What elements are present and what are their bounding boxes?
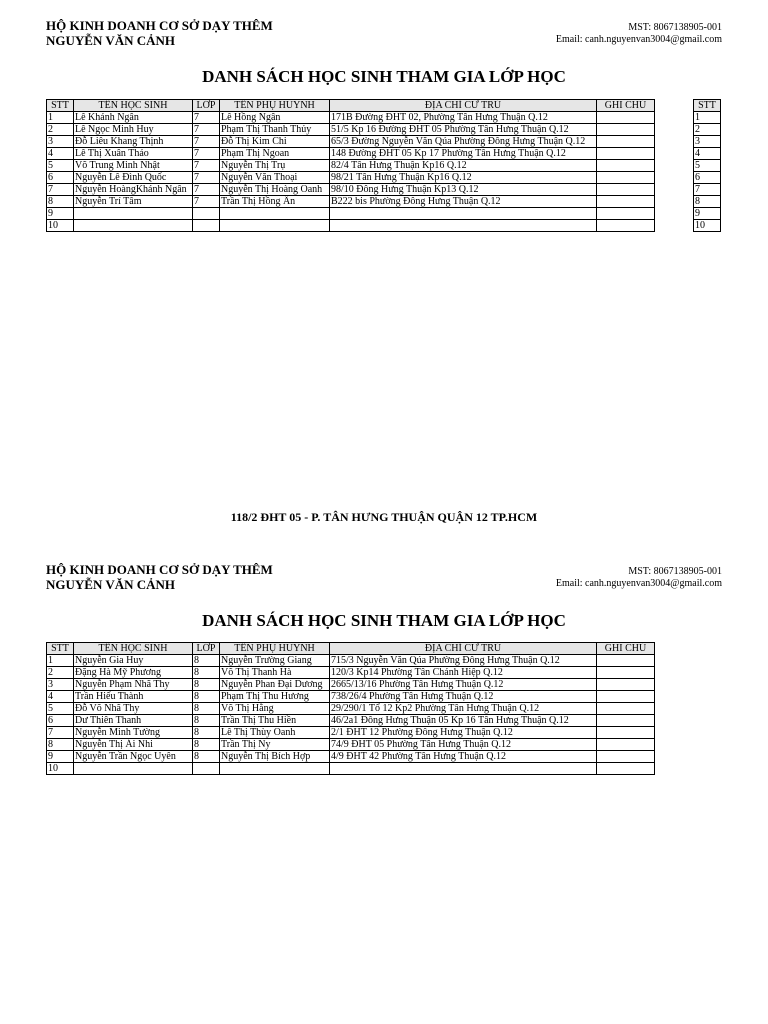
cell-address: 29/290/1 Tổ 12 Kp2 Phường Tân Hưng Thuận Q.12 [330, 703, 597, 715]
cell-grade [193, 208, 220, 220]
cell-stt: 1 [47, 655, 74, 667]
cell-stt: 1 [47, 112, 74, 124]
cell-grade: 7 [193, 160, 220, 172]
cell-address [330, 763, 597, 775]
header-student-name: TÊN HỌC SINH [74, 100, 193, 112]
table-row [47, 148, 655, 160]
org-line-1: HỘ KINH DOANH CƠ SỞ DẠY THÊM [46, 562, 273, 577]
table-body [47, 655, 655, 775]
cell-stt: 8 [47, 196, 74, 208]
cell-parent-name: Nguyễn Thị Bích Hợp [220, 751, 330, 763]
cell-student-name: Nguyễn Lê Đình Quốc [74, 172, 193, 184]
cell-note [597, 172, 655, 184]
table-row [47, 196, 655, 208]
cell-address: 120/3 Kp14 Phường Tân Chánh Hiệp Q.12 [330, 667, 597, 679]
cell-student-name [74, 220, 193, 232]
table-row [47, 715, 655, 727]
header-note: GHI CHÚ [597, 643, 655, 655]
tax-id: MST: 8067138905-001 [628, 566, 722, 577]
table-row [47, 184, 655, 196]
cell-student-name: Nguyễn Phạm Nhã Thy [74, 679, 193, 691]
header-grade: LỚP [193, 100, 220, 112]
cell-address: 738/26/4 Phường Tân Hưng Thuận Q.12 [330, 691, 597, 703]
cell-grade: 8 [193, 751, 220, 763]
email: Email: canh.nguyenvan3004@gmail.com [555, 34, 722, 45]
table-row [47, 124, 655, 136]
cell-parent-name: Phạm Thị Thanh Thủy [220, 124, 330, 136]
tax-id: MST: 8067138905-001 [628, 22, 722, 33]
cell-parent-name: Trần Thị Hồng Ân [220, 196, 330, 208]
cell-note [597, 679, 655, 691]
cell-parent-name: Nguyễn Thị Hoàng Oanh [220, 184, 330, 196]
table-row [47, 703, 655, 715]
cell-address: 171B Đường ĐHT 02, Phường Tân Hưng Thuận Q.12 [330, 112, 597, 124]
table-row [694, 148, 721, 160]
org-line-1: HỘ KINH DOANH CƠ SỞ DẠY THÊM [46, 18, 273, 33]
cell-parent-name: Nguyễn Văn Thoại [220, 172, 330, 184]
cell-parent-name: Võ Thị Hằng [220, 703, 330, 715]
side-stt-body [694, 112, 721, 232]
cell-grade [193, 763, 220, 775]
cell-stt: 3 [47, 679, 74, 691]
cell-student-name: Nguyễn Gia Huy [74, 655, 193, 667]
cell-note [597, 751, 655, 763]
cell-grade: 8 [193, 679, 220, 691]
header-address: ĐỊA CHỈ CƯ TRÚ [330, 100, 597, 112]
table-row [694, 112, 721, 124]
table-row [47, 751, 655, 763]
cell-stt: 4 [47, 691, 74, 703]
cell-note [597, 196, 655, 208]
cell-student-name [74, 208, 193, 220]
table-row [47, 727, 655, 739]
cell-address [330, 208, 597, 220]
cell-address: 74/9 ĐHT 05 Phường Tân Hưng Thuận Q.12 [330, 739, 597, 751]
cell-student-name: Võ Trung Minh Nhật [74, 160, 193, 172]
footer-address: 118/2 ĐHT 05 - P. TÂN HƯNG THUẬN QUẬN 12 TP.HCM [230, 510, 538, 524]
cell-grade: 7 [193, 196, 220, 208]
header-parent-name: TÊN PHỤ HUYNH [220, 643, 330, 655]
cell-address: 148 Đường ĐHT 05 Kp 17 Phường Tân Hưng Thuận Q.12 [330, 148, 597, 160]
cell-stt: 6 [47, 172, 74, 184]
cell-address: 4/9 ĐHT 42 Phường Tân Hưng Thuận Q.12 [330, 751, 597, 763]
cell-grade: 8 [193, 715, 220, 727]
org-line-2: NGUYỄN VĂN CẢNH [46, 33, 176, 48]
cell-grade: 7 [193, 112, 220, 124]
cell-address: 65/3 Đường Nguyễn Văn Qúa Phường Đông Hưng Thuận Q.12 [330, 136, 597, 148]
cell-note [597, 184, 655, 196]
header-note: GHI CHÚ [597, 100, 655, 112]
table-row [47, 763, 655, 775]
cell-note [597, 763, 655, 775]
table-row [47, 691, 655, 703]
cell-parent-name: Nguyễn Phan Đại Dương [220, 679, 330, 691]
table-row [694, 208, 721, 220]
contact-block-2 [556, 566, 722, 590]
table-row [47, 655, 655, 667]
cell-stt: 6 [694, 172, 721, 184]
cell-stt: 10 [47, 220, 74, 232]
cell-stt: 9 [47, 208, 74, 220]
cell-parent-name: Lê Thị Thùy Oanh [220, 727, 330, 739]
cell-note [597, 160, 655, 172]
cell-note [597, 727, 655, 739]
cell-note [597, 715, 655, 727]
cell-parent-name: Võ Thị Thanh Hà [220, 667, 330, 679]
cell-address: 98/10 Đông Hưng Thuận Kp13 Q.12 [330, 184, 597, 196]
cell-parent-name: Nguyễn Thị Trụ [220, 160, 330, 172]
cell-student-name: Lê Thị Xuân Thảo [74, 148, 193, 160]
cell-note [597, 112, 655, 124]
cell-parent-name: Phạm Thị Thu Hương [220, 691, 330, 703]
cell-address: 46/2a1 Đông Hưng Thuận 05 Kp 16 Tân Hưng Thuận Q.12 [330, 715, 597, 727]
cell-address: 82/4 Tân Hưng Thuận Kp16 Q.12 [330, 160, 597, 172]
header-student-name: TÊN HỌC SINH [74, 643, 193, 655]
cell-student-name: Nguyễn Trí Tâm [74, 196, 193, 208]
cell-address [330, 220, 597, 232]
cell-student-name [74, 763, 193, 775]
cell-student-name: Đỗ Võ Nhã Thy [74, 703, 193, 715]
document-title: DANH SÁCH HỌC SINH THAM GIA LỚP HỌC [202, 67, 566, 86]
cell-note [597, 220, 655, 232]
table-body [47, 112, 655, 232]
cell-stt: 9 [47, 751, 74, 763]
table-row [694, 196, 721, 208]
cell-parent-name [220, 220, 330, 232]
table-row [694, 220, 721, 232]
cell-stt: 2 [47, 667, 74, 679]
email: Email: canh.nguyenvan3004@gmail.com [555, 578, 722, 589]
cell-stt: 10 [47, 763, 74, 775]
table-row [47, 208, 655, 220]
cell-note [597, 739, 655, 751]
cell-stt: 7 [47, 184, 74, 196]
cell-grade: 8 [193, 667, 220, 679]
cell-grade: 8 [193, 655, 220, 667]
org-name-block-2 [46, 562, 273, 592]
cell-stt: 2 [47, 124, 74, 136]
cell-student-name: Nguyễn HoàngKhánh Ngân [74, 184, 193, 196]
cell-parent-name: Nguyễn Trường Giang [220, 655, 330, 667]
contact-block [556, 22, 722, 46]
cell-student-name: Dư Thiên Thanh [74, 715, 193, 727]
cell-stt: 5 [47, 160, 74, 172]
cell-student-name: Trần Hiếu Thành [74, 691, 193, 703]
table-row [47, 172, 655, 184]
table-row [47, 112, 655, 124]
cell-parent-name: Phạm Thị Ngoan [220, 148, 330, 160]
cell-parent-name: Lê Hồng Ngân [220, 112, 330, 124]
table-row [47, 739, 655, 751]
cell-note [597, 208, 655, 220]
org-name-block [46, 18, 273, 48]
cell-address: 715/3 Nguyễn Văn Qúa Phường Đông Hưng Thuận Q.12 [330, 655, 597, 667]
cell-student-name: Đỗ Liêu Khang Thịnh [74, 136, 193, 148]
cell-address: B222 bis Phường Đông Hưng Thuận Q.12 [330, 196, 597, 208]
cell-address: 51/5 Kp 16 Đường ĐHT 05 Phường Tân Hưng Thuận Q.12 [330, 124, 597, 136]
table-row [694, 124, 721, 136]
cell-parent-name: Trần Thị Ny [220, 739, 330, 751]
cell-parent-name [220, 208, 330, 220]
cell-note [597, 667, 655, 679]
cell-address: 2665/13/16 Phường Tân Hưng Thuận Q.12 [330, 679, 597, 691]
cell-stt: 7 [694, 184, 721, 196]
cell-student-name: Lê Khánh Ngân [74, 112, 193, 124]
cell-note [597, 136, 655, 148]
cell-stt: 2 [694, 124, 721, 136]
cell-note [597, 691, 655, 703]
cell-stt: 6 [47, 715, 74, 727]
cell-stt: 10 [694, 220, 721, 232]
cell-grade [193, 220, 220, 232]
cell-stt: 4 [694, 148, 721, 160]
document-title-2: DANH SÁCH HỌC SINH THAM GIA LỚP HỌC [202, 611, 566, 630]
cell-address: 2/1 ĐHT 12 Phường Đông Hưng Thuận Q.12 [330, 727, 597, 739]
cell-note [597, 124, 655, 136]
side-stt-table [693, 99, 721, 232]
table-row [47, 220, 655, 232]
header-address: ĐỊA CHỈ CƯ TRÚ [330, 643, 597, 655]
cell-stt: 3 [694, 136, 721, 148]
table-row [47, 160, 655, 172]
cell-parent-name: Trần Thị Thu Hiền [220, 715, 330, 727]
cell-grade: 8 [193, 691, 220, 703]
cell-stt: 4 [47, 148, 74, 160]
cell-grade: 8 [193, 703, 220, 715]
table-header-row [47, 100, 655, 112]
cell-student-name: Lê Ngọc Minh Huy [74, 124, 193, 136]
cell-grade: 7 [193, 184, 220, 196]
cell-grade: 7 [193, 148, 220, 160]
cell-stt: 8 [47, 739, 74, 751]
cell-stt: 5 [47, 703, 74, 715]
cell-student-name: Nguyễn Trần Ngọc Uyên [74, 751, 193, 763]
cell-note [597, 655, 655, 667]
student-table-1 [46, 99, 655, 232]
cell-parent-name: Đỗ Thị Kim Chi [220, 136, 330, 148]
header-stt: STT [47, 643, 74, 655]
student-table-2 [46, 642, 655, 775]
cell-stt: 8 [694, 196, 721, 208]
header-stt: STT [47, 100, 74, 112]
table-row [47, 136, 655, 148]
table-row [694, 184, 721, 196]
cell-grade: 7 [193, 124, 220, 136]
cell-student-name: Đặng Hà Mỹ Phương [74, 667, 193, 679]
cell-grade: 8 [193, 727, 220, 739]
cell-parent-name [220, 763, 330, 775]
table-row [47, 667, 655, 679]
header-parent-name: TÊN PHỤ HUYNH [220, 100, 330, 112]
cell-grade: 7 [193, 172, 220, 184]
cell-stt: 9 [694, 208, 721, 220]
cell-stt: 7 [47, 727, 74, 739]
table-row [47, 679, 655, 691]
org-line-2: NGUYỄN VĂN CẢNH [46, 577, 176, 592]
cell-student-name: Nguyễn Thị Ái Nhi [74, 739, 193, 751]
cell-student-name: Nguyễn Minh Tường [74, 727, 193, 739]
cell-stt: 1 [694, 112, 721, 124]
table-row [694, 172, 721, 184]
cell-note [597, 148, 655, 160]
table-header-row [47, 643, 655, 655]
cell-stt: 5 [694, 160, 721, 172]
cell-stt: 3 [47, 136, 74, 148]
cell-grade: 8 [193, 739, 220, 751]
table-row [694, 136, 721, 148]
table-row [694, 160, 721, 172]
cell-address: 98/21 Tân Hưng Thuận Kp16 Q.12 [330, 172, 597, 184]
header-grade: LỚP [193, 643, 220, 655]
cell-grade: 7 [193, 136, 220, 148]
cell-note [597, 703, 655, 715]
side-stt-header: STT [694, 100, 721, 112]
